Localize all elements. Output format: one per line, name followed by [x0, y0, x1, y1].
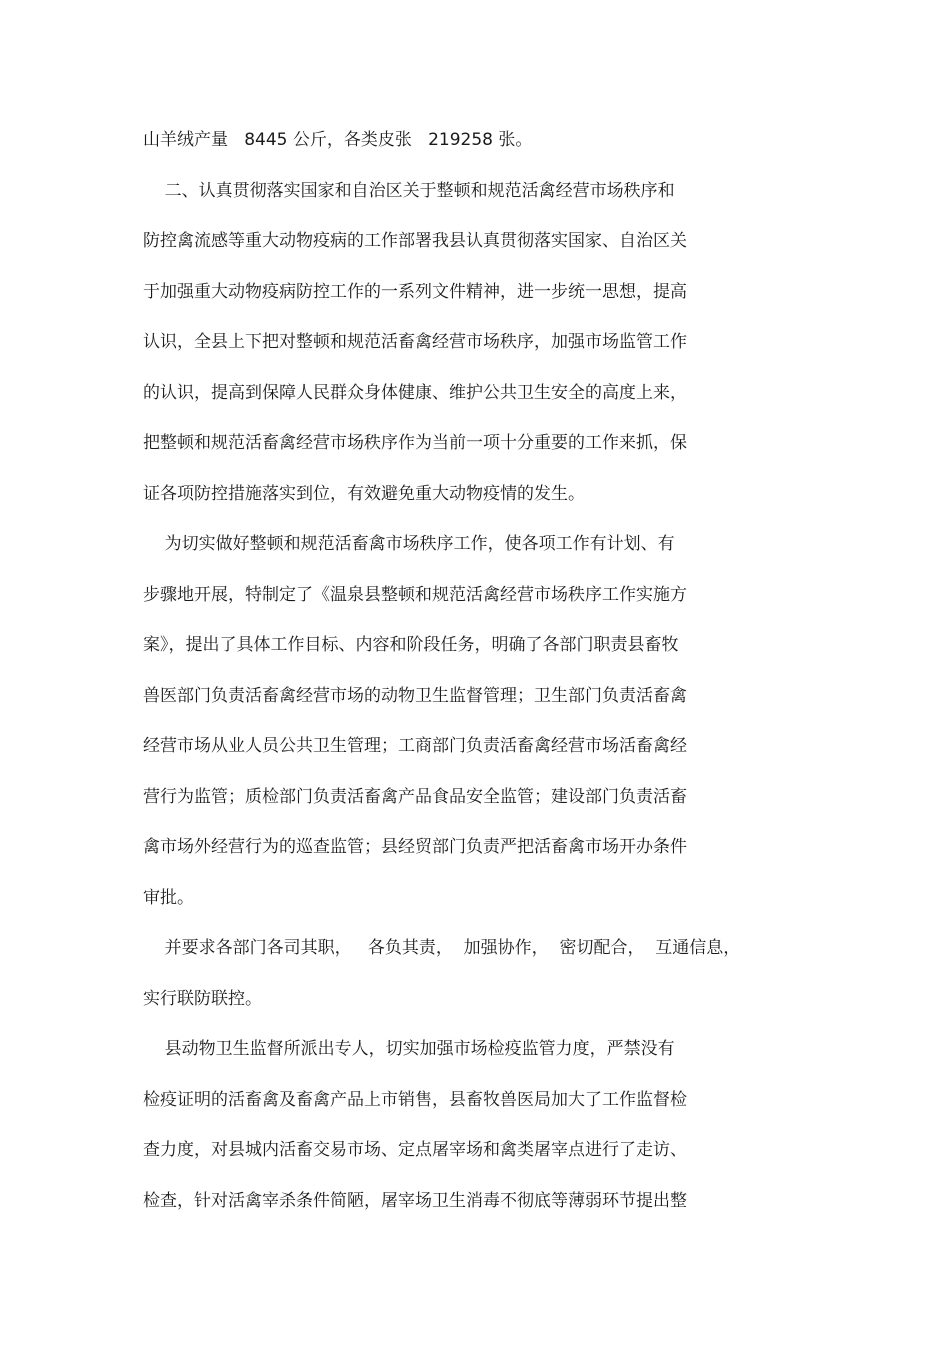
text-line: 营行为监管；质检部门负责活畜禽产品食品安全监管；建设部门负责活畜 — [143, 787, 687, 807]
text-line: 经营市场从业人员公共卫生管理；工商部门负责活畜禽经营市场活畜禽经 — [143, 736, 687, 756]
text-line: 案》，提出了具体工作目标、内容和阶段任务，明确了各部门职责县畜牧 — [143, 635, 679, 655]
text-line: 检查，针对活禽宰杀条件简陋，屠宰场卫生消毒不彻底等薄弱环节提出整 — [143, 1191, 687, 1211]
text-line: 认识，全县上下把对整顿和规范活畜禽经营市场秩序，加强市场监管工作 — [143, 332, 687, 352]
text-line: 禽市场外经营行为的巡查监管；县经贸部门负责严把活畜禽市场开办条件 — [143, 837, 687, 857]
text-line: 县动物卫生监督所派出专人，切实加强市场检疫监管力度，严禁没有 — [143, 1039, 675, 1059]
text-line: 兽医部门负责活畜禽经营市场的动物卫生监督管理；卫生部门负责活畜禽 — [143, 686, 687, 706]
text-line: 检疫证明的活畜禽及畜禽产品上市销售，县畜牧兽医局加大了工作监督检 — [143, 1090, 687, 1110]
text-line: 证各项防控措施落实到位，有效避免重大动物疫情的发生。 — [143, 484, 585, 504]
text-line: 二、认真贯彻落实国家和自治区关于整顿和规范活禽经营市场秩序和 — [143, 181, 675, 201]
text-line: 把整顿和规范活畜禽经营市场秩序作为当前一项十分重要的工作来抓，保 — [143, 433, 687, 453]
text-line: 审批。 — [143, 888, 194, 908]
text-line: 查力度，对县城内活畜交易市场、定点屠宰场和禽类屠宰点进行了走访、 — [143, 1140, 687, 1160]
text-line: 为切实做好整顿和规范活畜禽市场秩序工作，使各项工作有计划、有 — [143, 534, 675, 554]
text-line: 实行联防联控。 — [143, 989, 262, 1009]
text-line: 的认识，提高到保障人民群众身体健康、维护公共卫生安全的高度上来， — [143, 383, 687, 403]
text-line: 于加强重大动物疫病防控工作的一系列文件精神，进一步统一思想，提高 — [143, 282, 687, 302]
text-line: 步骤地开展，特制定了《温泉县整顿和规范活禽经营市场秩序工作实施方 — [143, 585, 687, 605]
text-line: 并要求各部门各司其职， 各负其责， 加强协作， 密切配合， 互通信息， — [143, 938, 741, 958]
text-line: 防控禽流感等重大动物疫病的工作部署我县认真贯彻落实国家、自治区关 — [143, 231, 687, 251]
text-line: 山羊绒产量 8445 公斤，各类皮张 219258 张。 — [143, 130, 533, 150]
